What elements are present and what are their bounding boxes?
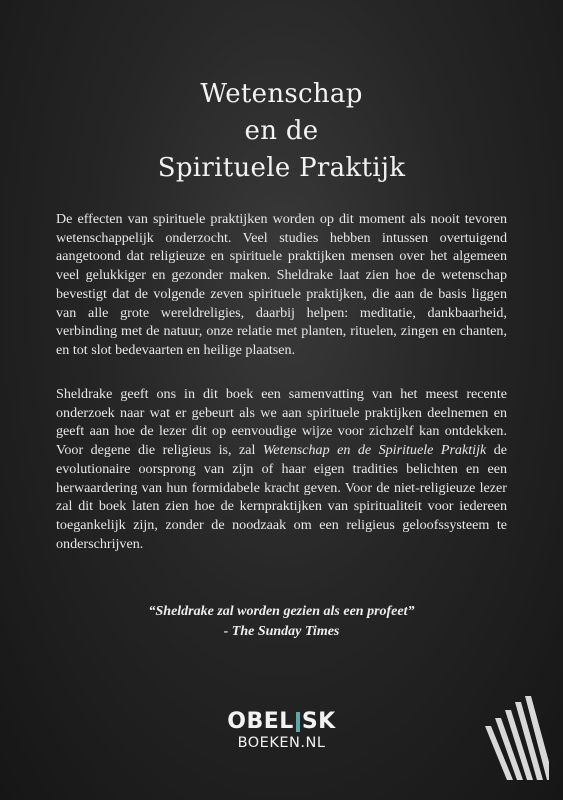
paragraph-2-book-title: Wetenschap en de Spirituele Praktijk	[262, 442, 487, 459]
book-title	[0, 76, 563, 187]
blurb-paragraph-1: De effecten van spirituele praktijken worden op dit moment als nooit tevoren wetenschappelijk onderzocht. Veel studies hebben intussen overtuigend aangetoond dat religieuze en spirituele praktijken mensen over het algemeen veel gelukkiger en gezonder maken. Sheldrake laat zien hoe de wetenschap bevestigt dat de volgende zeven spirituele praktijken, die aan de basis liggen van alle grote wereldreligies, daarbij helpen: meditatie, dankbaarheid, verbinding met de natuur, onze relatie met planten, rituelen, zingen en chanten, en tot slot bedevaarten en heilige plaatsen.	[56, 211, 507, 358]
title-line-1: Wetenschap	[200, 79, 363, 109]
review-quote	[0, 602, 563, 642]
logo-part-2: SK	[301, 709, 336, 734]
quote-text: “Sheldrake zal worden gezien als een profeet”	[148, 604, 415, 619]
blurb-paragraph-2	[56, 385, 507, 553]
paragraph-2-intro: Sheldrake geeft ons in dit boek een samenvatting van het meest recente onderzoek naar wat er gebeurt als we aan spirituele praktijken deelnemen en geeft aan hoe de lezer dit op eenvoudige wijze voor zichzelf kan ontdekken. Voor degene die religieus is, zal	[56, 386, 507, 459]
paragraph-2-rest: de evolutionaire oorsprong van zijn of haar eigen tradities belichten en een herwaardering van hun formidabele kracht geven. Voor de niet-religieuze lezer zal dit boek laten zien hoe de kernpraktijken van spiritualiteit voor iedereen toegankelijk zijn, zonder de noodzaak om een religieus geloofssysteem te onderschrijven.	[56, 442, 508, 552]
title-line-3: Spirituele Praktijk	[157, 153, 406, 183]
obelisk-icon	[296, 712, 300, 732]
logo-subtext: BOEKEN.NL	[237, 735, 326, 751]
barcode-graphic	[479, 692, 549, 782]
logo-wordmark	[227, 710, 335, 734]
quote-source: - The Sunday Times	[223, 624, 340, 639]
logo-part-1: OBEL	[227, 709, 294, 734]
title-line-2: en de	[244, 116, 319, 146]
